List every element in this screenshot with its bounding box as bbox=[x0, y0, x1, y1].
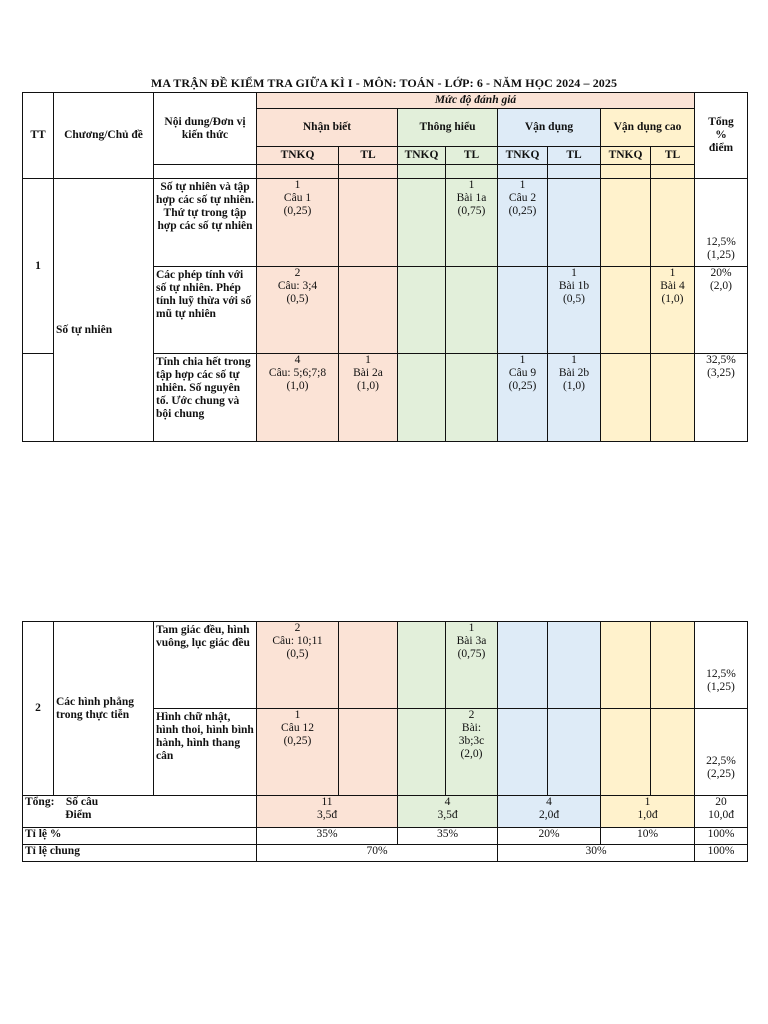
summary-tile-chung-a: 70% bbox=[257, 845, 498, 862]
cell-vd-tnkq bbox=[498, 267, 548, 354]
header-spacer bbox=[548, 165, 601, 179]
header-tnkq: TNKQ bbox=[601, 147, 651, 165]
header-spacer bbox=[651, 165, 695, 179]
chapter-name: Các hình phẳng trong thực tiễn bbox=[54, 622, 154, 796]
header-tl: TL bbox=[548, 147, 601, 165]
header-thong-hieu: Thông hiểu bbox=[398, 109, 498, 147]
cell-nb-tl bbox=[339, 179, 398, 267]
cell-total: 12,5% (1,25) bbox=[695, 622, 748, 709]
summary-row-tile-chung bbox=[23, 845, 748, 862]
header-tl: TL bbox=[651, 147, 695, 165]
summary-tong-label: Tổng: Số câu Điểm bbox=[23, 796, 257, 828]
header-van-dung: Vận dụng bbox=[498, 109, 601, 147]
cell-vdc-tl bbox=[651, 179, 695, 267]
cell-vdc-tl: 1 Bài 4 (1,0) bbox=[651, 267, 695, 354]
cell-vd-tl bbox=[548, 179, 601, 267]
cell-nb-tl bbox=[339, 709, 398, 796]
cell-nb-tl bbox=[339, 267, 398, 354]
header-tl: TL bbox=[339, 147, 398, 165]
header-muc-do: Mức độ đánh giá bbox=[257, 93, 695, 109]
header-spacer bbox=[498, 165, 548, 179]
header-spacer bbox=[398, 165, 446, 179]
table-row bbox=[23, 179, 748, 267]
cell-th-tl: 2 Bài: 3b;3c (2,0) bbox=[446, 709, 498, 796]
cell-vdc-tl bbox=[651, 709, 695, 796]
summary-tong-all: 20 10,0đ bbox=[695, 796, 748, 828]
summary-tong-nhan-biet: 11 3,5đ bbox=[257, 796, 398, 828]
cell-total: 32,5% (3,25) bbox=[695, 354, 748, 442]
chapter-tt: 2 bbox=[23, 622, 54, 796]
page-title: MA TRẬN ĐỀ KIỂM TRA GIỮA KÌ I - MÔN: TOÁN - LỚP: 6 - NĂM HỌC 2024 – 2025 bbox=[150, 76, 618, 90]
summary-tile-all: 100% bbox=[695, 828, 748, 845]
cell-th-tnkq bbox=[398, 179, 446, 267]
header-tnkq: TNKQ bbox=[257, 147, 339, 165]
chapter-name: Số tự nhiên bbox=[54, 179, 154, 442]
header-chuong: Chương/Chủ đề bbox=[54, 93, 154, 179]
header-tl: TL bbox=[446, 147, 498, 165]
header-spacer bbox=[446, 165, 498, 179]
cell-vdc-tnkq bbox=[601, 622, 651, 709]
header-noidung: Nội dung/Đơn vị kiến thức bbox=[154, 93, 257, 165]
cell-total: 20% (2,0) bbox=[695, 267, 748, 354]
matrix-table-part-2 bbox=[22, 621, 748, 862]
summary-tile-van-dung: 20% bbox=[498, 828, 601, 845]
summary-tile-nhan-biet: 35% bbox=[257, 828, 398, 845]
summary-tile-thong-hieu: 35% bbox=[398, 828, 498, 845]
cell-vd-tl: 1 Bài 2b (1,0) bbox=[548, 354, 601, 442]
chapter-tt-empty bbox=[23, 354, 54, 442]
header-tt: TT bbox=[23, 93, 54, 179]
cell-vdc-tnkq bbox=[601, 354, 651, 442]
cell-nb-tnkq: 4 Câu: 5;6;7;8 (1,0) bbox=[257, 354, 339, 442]
cell-total: 12,5% (1,25) bbox=[695, 179, 748, 267]
summary-tile-chung-all: 100% bbox=[695, 845, 748, 862]
matrix-table-part-1 bbox=[22, 92, 748, 442]
header-van-dung-cao: Vận dụng cao bbox=[601, 109, 695, 147]
cell-vd-tl: 1 Bài 1b (0,5) bbox=[548, 267, 601, 354]
cell-vd-tl bbox=[548, 622, 601, 709]
cell-th-tl: 1 Bài 1a (0,75) bbox=[446, 179, 498, 267]
cell-th-tnkq bbox=[398, 622, 446, 709]
table-row bbox=[23, 622, 748, 709]
summary-tong-thong-hieu: 4 3,5đ bbox=[398, 796, 498, 828]
topic-cell: Hình chữ nhật, hình thoi, hình bình hành, hình thang cân bbox=[154, 709, 257, 796]
cell-total: 22,5% (2,25) bbox=[695, 709, 748, 796]
cell-vd-tnkq: 1 Câu 9 (0,25) bbox=[498, 354, 548, 442]
cell-nb-tl bbox=[339, 622, 398, 709]
summary-tile-label: Tỉ lệ % bbox=[23, 828, 257, 845]
topic-cell: Tam giác đều, hình vuông, lục giác đều bbox=[154, 622, 257, 709]
topic-cell: Số tự nhiên và tập hợp các số tự nhiên. Thứ tự trong tập hợp các số tự nhiên bbox=[154, 179, 257, 267]
summary-tong-van-dung-cao: 1 1,0đ bbox=[601, 796, 695, 828]
summary-tong-van-dung: 4 2,0đ bbox=[498, 796, 601, 828]
chapter-tt: 1 bbox=[23, 179, 54, 354]
cell-vdc-tl bbox=[651, 622, 695, 709]
cell-th-tl bbox=[446, 267, 498, 354]
header-tnkq: TNKQ bbox=[498, 147, 548, 165]
cell-nb-tnkq: 1 Câu 1 (0,25) bbox=[257, 179, 339, 267]
cell-vdc-tl bbox=[651, 354, 695, 442]
cell-nb-tnkq: 1 Câu 12 (0,25) bbox=[257, 709, 339, 796]
summary-tile-chung-label: Tỉ lệ chung bbox=[23, 845, 257, 862]
cell-nb-tl: 1 Bài 2a (1,0) bbox=[339, 354, 398, 442]
header-spacer bbox=[601, 165, 651, 179]
cell-vd-tnkq bbox=[498, 622, 548, 709]
cell-vd-tl bbox=[548, 709, 601, 796]
cell-vdc-tnkq bbox=[601, 709, 651, 796]
header-spacer bbox=[154, 165, 257, 179]
cell-th-tnkq bbox=[398, 267, 446, 354]
summary-row-tile bbox=[23, 828, 748, 845]
header-nhan-biet: Nhận biết bbox=[257, 109, 398, 147]
header-spacer bbox=[257, 165, 339, 179]
summary-tile-chung-b: 30% bbox=[498, 845, 695, 862]
cell-th-tl bbox=[446, 354, 498, 442]
topic-cell: Tính chia hết trong tập hợp các số tự nhiên. Số nguyên tố. Ước chung và bội chung bbox=[154, 354, 257, 442]
cell-nb-tnkq: 2 Câu: 10;11 (0,5) bbox=[257, 622, 339, 709]
header-spacer bbox=[339, 165, 398, 179]
cell-th-tl: 1 Bài 3a (0,75) bbox=[446, 622, 498, 709]
cell-th-tnkq bbox=[398, 709, 446, 796]
cell-nb-tnkq: 2 Câu: 3;4 (0,5) bbox=[257, 267, 339, 354]
cell-vd-tnkq: 1 Câu 2 (0,25) bbox=[498, 179, 548, 267]
header-tnkq: TNKQ bbox=[398, 147, 446, 165]
cell-vdc-tnkq bbox=[601, 179, 651, 267]
topic-cell: Các phép tính với số tự nhiên. Phép tính luỹ thừa với số mũ tự nhiên bbox=[154, 267, 257, 354]
summary-tile-van-dung-cao: 10% bbox=[601, 828, 695, 845]
cell-th-tnkq bbox=[398, 354, 446, 442]
summary-row-tong bbox=[23, 796, 748, 828]
cell-vdc-tnkq bbox=[601, 267, 651, 354]
cell-vd-tnkq bbox=[498, 709, 548, 796]
header-tong: Tổng % điểm bbox=[695, 93, 748, 179]
